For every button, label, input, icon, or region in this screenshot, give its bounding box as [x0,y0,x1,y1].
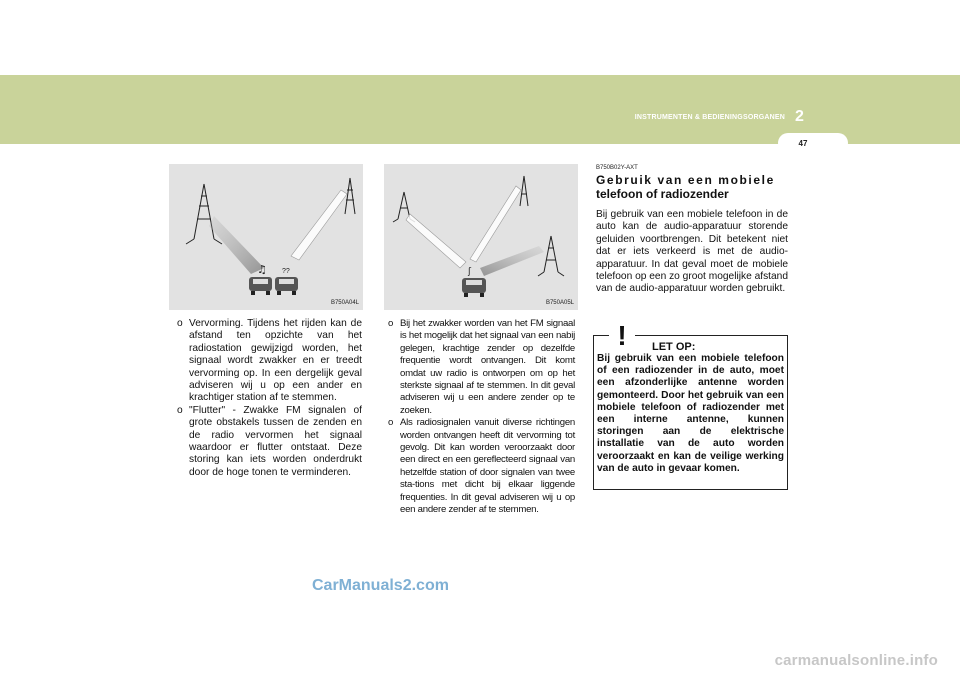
signal-beam [406,214,466,268]
sound-wave-icon: ʃ [468,267,472,277]
left-bullet-list [176,318,362,479]
list-item-text: Als radiosignalen vanuit diverse richtingen worden ontvangen heeft dit vervorming tot gevolg. Dit kan worden veroorzaakt door een direct en een gereflecteerd signaal van hetzelfde station of door signalen van twee sta-tions met dicht bij elkaar liggende frequenties. In dit geval adviseren wij u op een andere zender af te stemmen. [400,417,575,516]
list-item [176,318,362,405]
figure-multipath [384,164,578,310]
section-body: Bij gebruik van een mobiele telefoon in de auto kan de audio-apparatuur storende geluiden voortbrengen. Dit betekent niet dat er iets verkeerd is met de audio-apparatuur. In dat geval moet de mobiele telefoon op een zo groot mogelijke afstand van de audio-apparatuur worden gebruikt. [596,209,788,295]
list-item [387,318,575,417]
warning-text: Bij gebruik van een mobiele telefoon of een radiozender in de auto, moet een afzonderlijke antenne worden gemonteerd. Door het gebruik van een mobiele telefoon of radiozender met een interne antenne, kunnen storingen aan de elektrische installatie van de auto worden veroorzaakt en kan de veilige werking van de auto in gevaar komen. [597,353,784,474]
chapter-number: 2 [795,108,804,125]
bullet-mark: o [388,417,394,429]
list-item-text: "Flutter" - Zwakke FM signalen of grote obstakels tussen de zenden en de radio vervormen het signaal waardoor er flutter ontstaat. Deze storing kan iets worden onderdrukt door de hoge tonen te verminderen. [189,404,362,478]
footer-watermark: carmanualsonline.info [774,652,938,669]
bullet-mark: o [177,318,183,329]
list-item-text: Vervorming. Tijdens het rijden kan de afstand ten opzichte van het radiostation gewijzigd worden, het signaal wordt zwakker en er treedt vervorming op. In een dergelijk geval adviseren wij u op een ander en krachtiger station af te stemmen. [189,318,362,404]
page-number: 47 [798,139,808,148]
bullet-mark: o [388,318,394,329]
signal-beam [470,186,521,262]
warning-title: LET OP: [652,341,696,353]
car-icon [462,278,486,297]
sound-mark: ?? [282,268,290,275]
signal-beam [291,190,347,260]
warning-box [593,320,788,490]
signal-beam [209,216,264,274]
section-code: B750B02Y-AXT [596,165,638,171]
list-item [387,417,575,516]
middle-bullet-list [387,318,575,517]
figure-distortion [169,164,363,310]
bullet-mark: o [177,404,183,416]
signal-beam [480,246,544,276]
section-heading-line2: telefoon of radiozender [596,187,729,201]
figure-distortion-illustration [169,164,363,310]
car-icon [275,277,298,295]
figure-label: B750A05L [545,300,574,306]
list-item-text: Bij het zwakker worden van het FM signaal is het mogelijk dat het signaal van een nabij gelegen, krachtige zender op dezelfde frequentie wordt ontvangen. Dit komt omdat uw radio is ontworpen om op het sterkste signaal af te stemmen. In dit geval adviseren wij u een andere zender op te zoeken. [400,318,575,416]
radio-tower-icon [186,184,222,244]
section-title: INSTRUMENTEN & BEDIENINGSORGANEN [634,114,785,121]
section-heading [596,173,788,201]
radio-tower-icon [520,176,528,206]
exclamation-icon: ! [609,318,635,354]
radio-tower-icon [538,236,564,276]
music-note-icon: ♫ [257,263,267,276]
section-heading-line1: Gebruik van een mobiele [596,173,775,187]
list-item [176,405,362,479]
car-icon [249,277,272,295]
radio-tower-icon [345,178,355,214]
figure-label: B750A04L [330,300,359,306]
figure-multipath-illustration [384,164,578,310]
watermark-link[interactable]: CarManuals2.com [312,577,449,594]
